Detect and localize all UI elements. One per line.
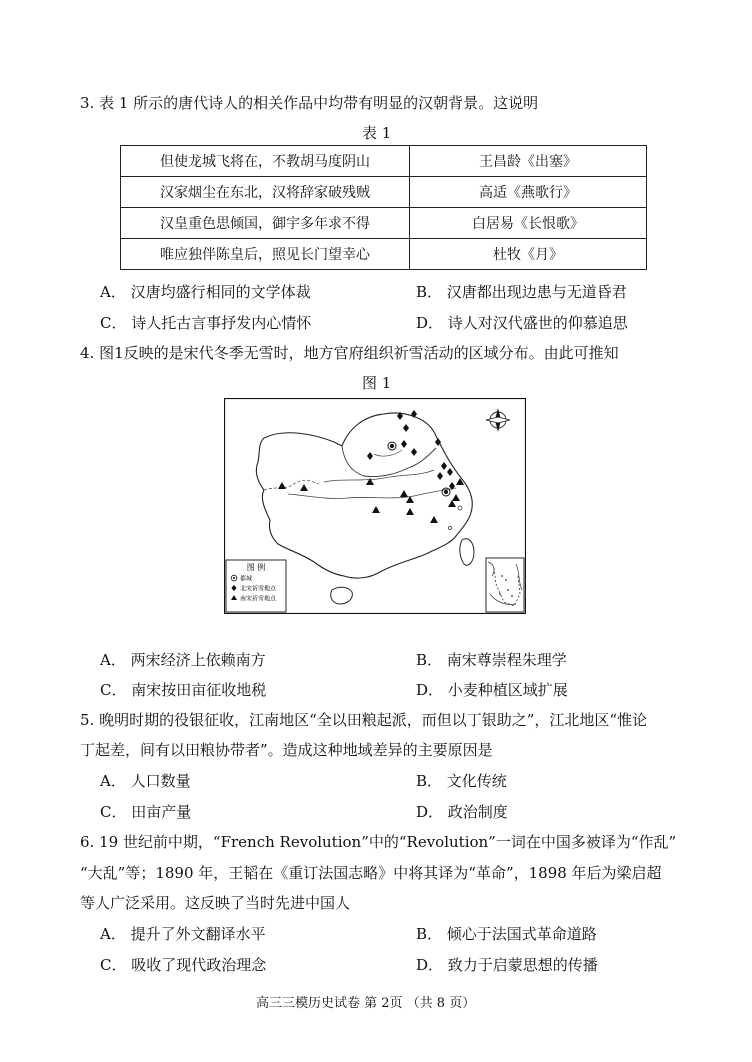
question-4-stem: 4. 图1反映的是宋代冬季无雪时，地方官府组织祈雪活动的区域分布。由此可推知 (80, 344, 619, 362)
q6-option-c[interactable]: C． 吸收了现代政治理念 (100, 956, 267, 974)
verse-cell: 但使龙城飞将在，不教胡马度阴山 (121, 146, 410, 177)
source-cell: 王昌龄《出塞》 (410, 146, 647, 177)
taiwan-island (460, 539, 474, 566)
hainan-island (331, 587, 353, 604)
q5-option-d[interactable]: D． 政治制度 (416, 803, 508, 821)
table-1-caption: 表 1 (362, 124, 392, 142)
source-cell: 高适《燕歌行》 (410, 177, 647, 208)
page-footer: 高三三模历史试卷 第 2页 （共 8 页） (256, 996, 476, 1011)
legend-southern-song: 南宋祈雪地点 (240, 595, 277, 603)
legend-title: 图 例 (246, 563, 266, 572)
verse-cell: 汉家烟尘在东北，汉将辞家破残贼 (121, 177, 410, 208)
table-row (121, 208, 647, 239)
q3-option-b[interactable]: B． 汉唐都出现边患与无道昏君 (416, 283, 627, 301)
table-row (121, 146, 647, 177)
question-6-stem-line-2: “大乱”等；1890 年，王韬在《重订法国志略》中将其译为“革命”，1898 年后为梁启超 (80, 864, 662, 882)
poem-table (120, 145, 647, 270)
verse-cell: 汉皇重色思倾国，御宇多年求不得 (121, 208, 410, 239)
question-5-stem-line-2: 丁起差，间有以田粮协带者”。造成这种地域差异的主要原因是 (80, 741, 493, 759)
source-cell: 杜牧《月》 (410, 239, 647, 270)
q4-option-d[interactable]: D． 小麦种植区域扩展 (416, 681, 568, 699)
song-snow-prayer-map (224, 398, 526, 614)
table-row (121, 177, 647, 208)
legend-capital: 都城 (240, 575, 253, 583)
q5-option-c[interactable]: C． 田亩产量 (100, 803, 192, 821)
q3-option-c[interactable]: C． 诗人托古言事抒发内心情怀 (100, 314, 312, 332)
q4-option-b[interactable]: B． 南宋尊崇程朱理学 (416, 651, 567, 669)
q6-option-a[interactable]: A． 提升了外文翻译水平 (100, 925, 266, 943)
q5-option-b[interactable]: B． 文化传统 (416, 772, 507, 790)
q3-option-a[interactable]: A． 汉唐均盛行相同的文学体裁 (100, 283, 311, 301)
question-5-stem-line-1: 5. 晚明时期的役银征收，江南地区“全以田粮起派，而但以丁银助之”，江北地区“惟论 (80, 711, 648, 729)
source-cell: 白居易《长恨歌》 (410, 208, 647, 239)
legend-northern-song: 北宋祈雪地点 (240, 585, 277, 593)
q3-option-d[interactable]: D． 诗人对汉代盛世的仰慕追思 (416, 314, 628, 332)
table-row (121, 239, 647, 270)
q5-option-a[interactable]: A． 人口数量 (100, 772, 191, 790)
question-6-stem-line-3: 等人广泛采用。这反映了当时先进中国人 (80, 894, 351, 912)
q4-option-c[interactable]: C． 南宋按田亩征收地税 (100, 681, 267, 699)
q4-option-a[interactable]: A． 两宋经济上依赖南方 (100, 651, 266, 669)
question-6-stem-line-1: 6. 19 世纪前中期，“French Revolution”中的“Revolution”一词在中国多被译为“作乱” (80, 833, 677, 851)
q6-option-b[interactable]: B． 倾心于法国式革命道路 (416, 925, 597, 943)
q6-option-d[interactable]: D． 致力于启蒙思想的传播 (416, 956, 598, 974)
question-3-stem: 3. 表 1 所示的唐代诗人的相关作品中均带有明显的汉朝背景。这说明 (80, 94, 539, 112)
verse-cell: 唯应独伴陈皇后，照见长门望幸心 (121, 239, 410, 270)
figure-1-caption: 图 1 (362, 374, 392, 392)
